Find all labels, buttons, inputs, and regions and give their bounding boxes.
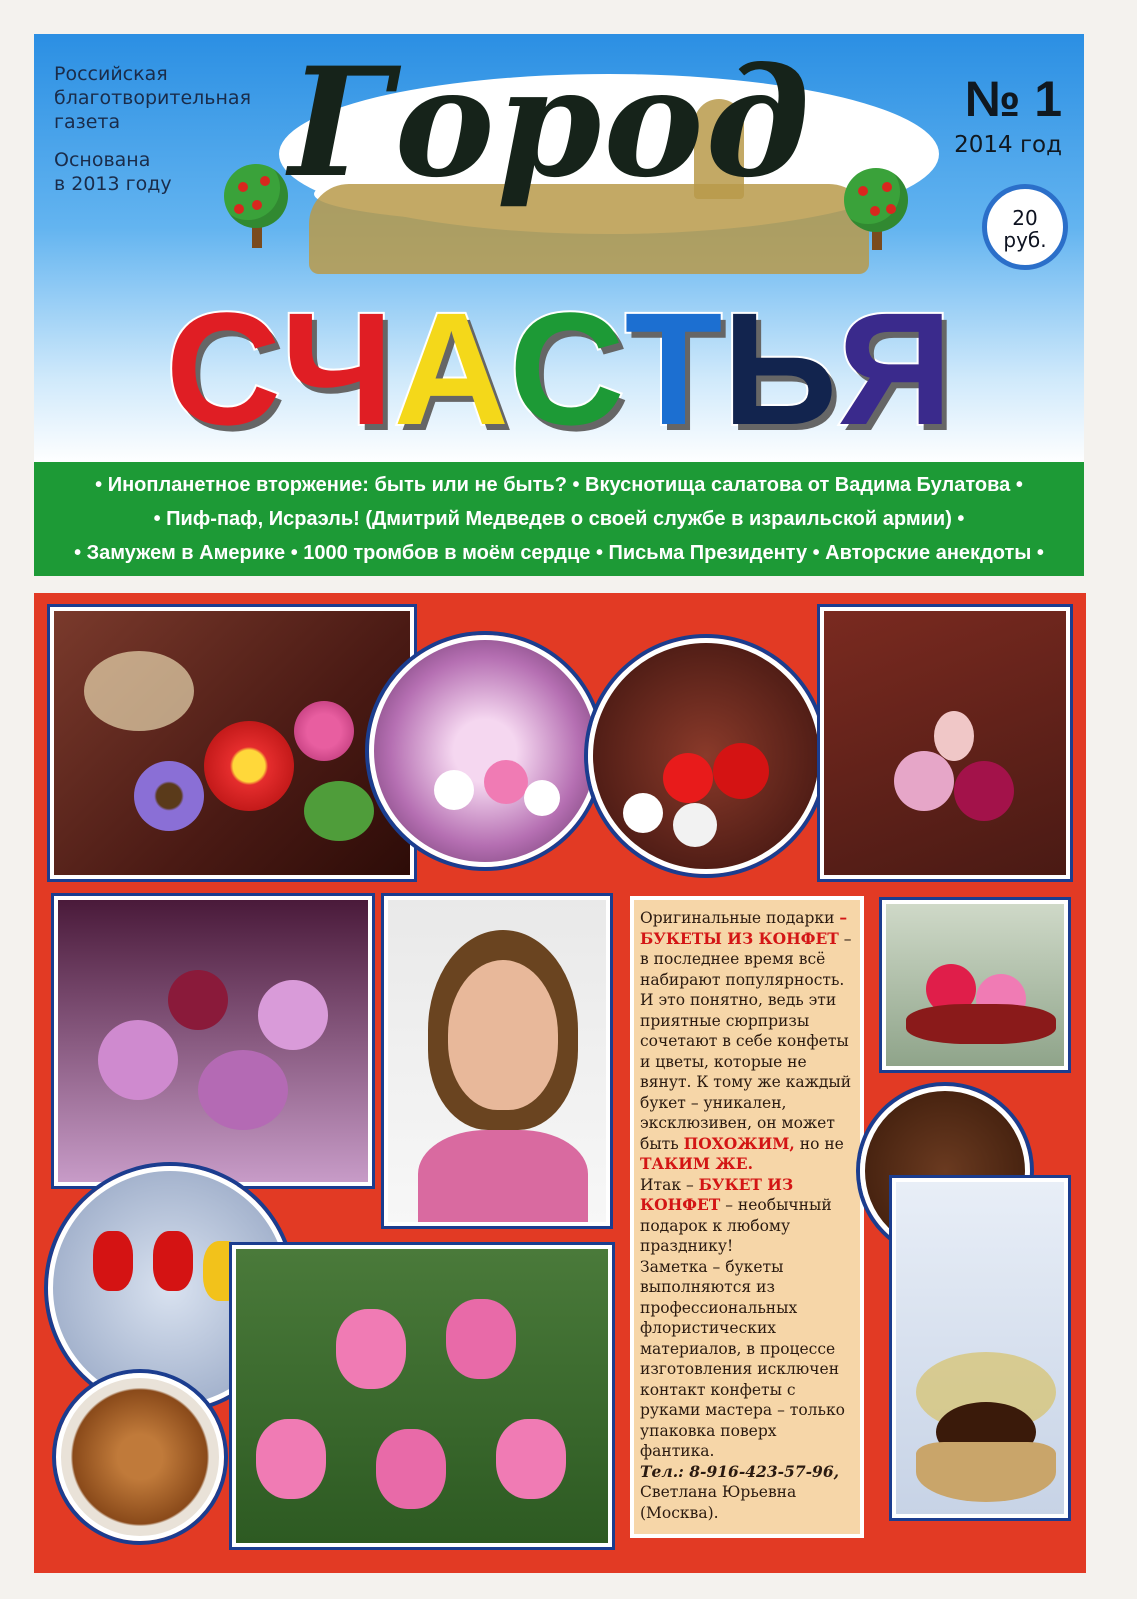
article-text: Оригинальные подарки: [640, 909, 835, 927]
pink-tulips-photo: [232, 1245, 612, 1547]
author-portrait-photo: [384, 896, 610, 1226]
apple-tree-icon: [844, 168, 908, 232]
price-badge: [982, 184, 1068, 270]
heart-bouquet-photo: [882, 900, 1068, 1070]
headline-line: • Инопланетное вторжение: быть или не быть? • Вкуснотища салатова от Вадима Булатова •: [95, 474, 1023, 496]
bouquet-photo: [50, 607, 414, 879]
title-word-schastya: [34, 274, 1084, 458]
founded-line: Основана: [54, 149, 151, 171]
contact-city: (Москва).: [640, 1503, 719, 1522]
gift-basket-photo: [892, 1178, 1068, 1518]
article-note: Заметка – букеты выполняются из профессиональных флористических материалов, в процессе изготовления исключен контакт конфеты с руками мастера – только упаковка поверх фантика.: [640, 1257, 845, 1460]
title-letter: Я: [837, 279, 953, 458]
price-value: 20: [1012, 206, 1038, 230]
article-highlight: БУКЕТ ИЗ КОНФЕТ: [640, 1174, 794, 1214]
headlines-bar: [34, 462, 1084, 576]
title-letter: С: [509, 279, 625, 458]
title-word-gorod: Город: [289, 35, 812, 211]
issue-number: № 1: [964, 71, 1062, 127]
subtitle-line: Российская: [54, 63, 168, 85]
photo-collage: [34, 593, 1086, 1573]
title-letter: Ч: [281, 279, 394, 458]
issue-year: 2014 год: [954, 132, 1062, 158]
title-letter: А: [393, 279, 510, 458]
article-highlight: ПОХОЖИМ,: [683, 1133, 795, 1153]
price-unit: руб.: [1003, 228, 1047, 252]
contact-phone: Тел.: 8-916-423-57-96,: [640, 1461, 840, 1481]
founded-line: в 2013 году: [54, 173, 172, 195]
contact-name: Светлана Юрьевна: [640, 1483, 797, 1501]
golden-rose-circle-photo: [56, 1373, 224, 1541]
title-letter: Т: [624, 279, 723, 458]
article-text: но не: [799, 1134, 844, 1153]
article-text: – необычный подарок к любому празднику!: [640, 1196, 832, 1255]
subtitle-line: благотворительная: [54, 87, 252, 109]
issue-info: [954, 72, 1062, 158]
article-text: Итак –: [640, 1175, 694, 1194]
publication-info: [54, 62, 251, 196]
red-roses-circle-photo: [588, 638, 824, 874]
article-highlight: – БУКЕТЫ ИЗ КОНФЕТ: [640, 908, 848, 948]
subtitle-line: газета: [54, 111, 121, 133]
title-letter: С: [165, 279, 282, 458]
basket-circle-photo: [369, 635, 601, 867]
basket-bouquet-photo: [820, 607, 1070, 879]
article-text: – в последнее время всё набирают популярность. И это понятно, ведь эти приятные сюрпризы сочетают в себе конфеты и цветы, которые не вянут. К тому же каждый букет – уникален, эксклюзивен, он может быть: [640, 929, 852, 1153]
article-box: [630, 896, 864, 1538]
headline-line: • Замужем в Америке • 1000 тромбов в моём сердце • Письма Президенту • Авторские анекдоты •: [74, 542, 1044, 564]
masthead: [34, 34, 1084, 464]
lilac-bouquet-photo: [54, 896, 372, 1186]
headline-line: • Пиф-паф, Исраэль! (Дмитрий Медведев о своей службе в израильской армии) •: [153, 508, 965, 530]
article-highlight: ТАКИМ ЖЕ.: [640, 1154, 754, 1173]
title-letter: Ь: [722, 279, 838, 458]
